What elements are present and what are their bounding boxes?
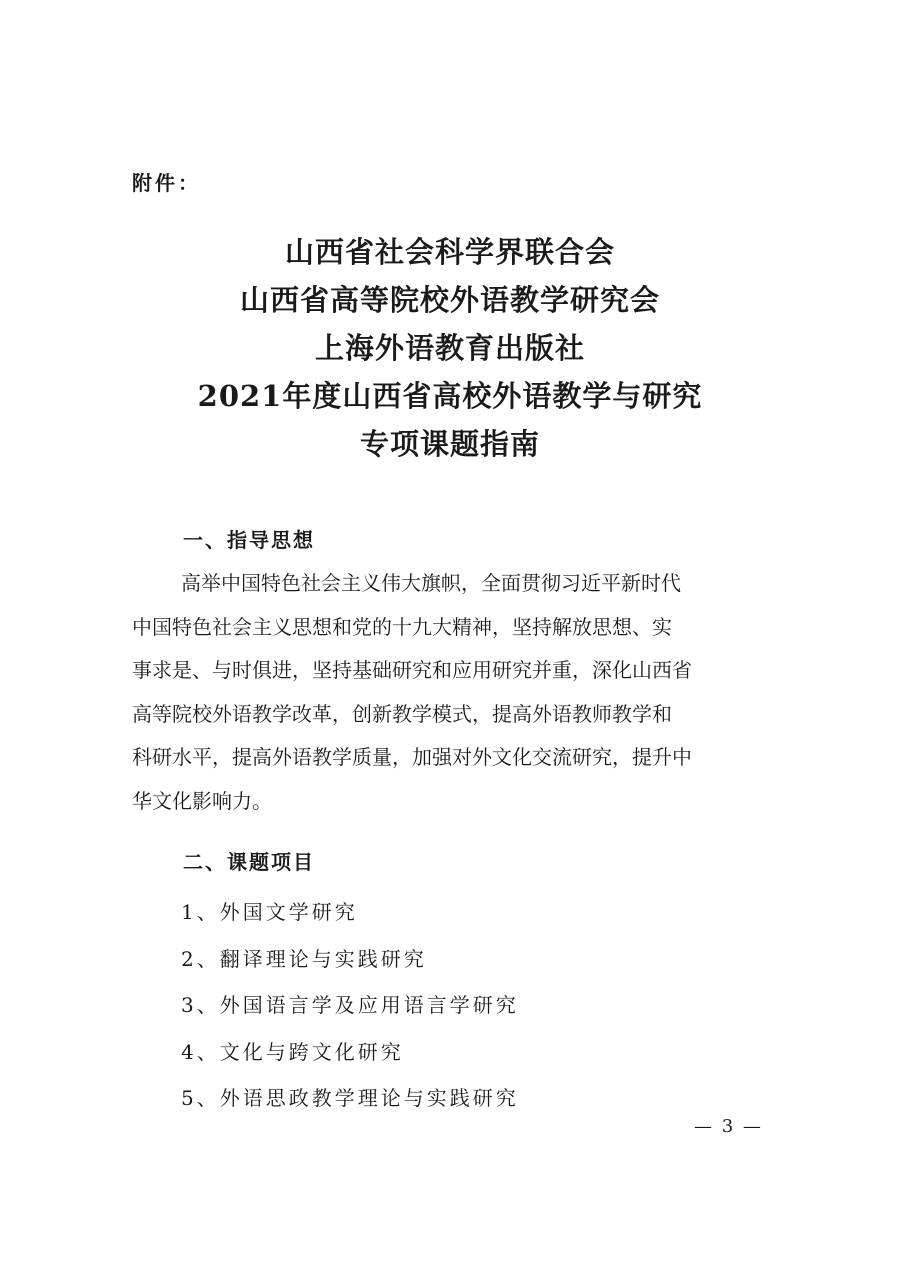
paragraph-line: 高举中国特色社会主义伟大旗帜，全面贯彻习近平新时代 bbox=[181, 571, 681, 595]
list-item: 1、外国文学研究 bbox=[181, 900, 358, 924]
list-item: 4、文化与跨文化研究 bbox=[181, 1039, 404, 1064]
list-item: 5、外语思政教学理论与实践研究 bbox=[181, 1086, 519, 1110]
title-line-2: 山西省高等院校外语教学研究会 bbox=[239, 283, 660, 317]
paragraph-line: 中国特色社会主义思想和党的十九大精神，坚持解放思想、实 bbox=[132, 614, 672, 639]
paragraph-line: 事求是、与时俱进，坚持基础研究和应用研究并重，深化山西省 bbox=[132, 658, 692, 682]
title-line-1: 山西省社会科学界联合会 bbox=[284, 235, 615, 269]
guiding-thought-paragraph bbox=[132, 562, 772, 823]
document-title bbox=[0, 228, 900, 468]
page-number: — 3 — bbox=[694, 1116, 763, 1137]
paragraph-line: 华文化影响力。 bbox=[132, 788, 272, 813]
paragraph-line: 高等院校外语教学改革，创新教学模式，提高外语教师教学和 bbox=[132, 701, 672, 726]
title-line-3: 上海外语教育出版社 bbox=[314, 331, 585, 365]
title-line-4: 2021年度山西省高校外语教学与研究 bbox=[197, 379, 703, 413]
paragraph-line: 科研水平，提高外语教学质量，加强对外文化交流研究，提升中 bbox=[132, 745, 692, 769]
list-item: 3、外国语言学及应用语言学研究 bbox=[181, 993, 519, 1017]
section-heading-guiding-thought: 一、指导思想 bbox=[183, 528, 315, 552]
project-topic-list bbox=[181, 889, 519, 1122]
section-heading-project-topics: 二、课题项目 bbox=[183, 850, 315, 874]
title-line-5: 专项课题指南 bbox=[359, 427, 540, 461]
list-item: 2、翻译理论与实践研究 bbox=[181, 946, 427, 971]
attachment-label: 附件： bbox=[132, 171, 201, 195]
